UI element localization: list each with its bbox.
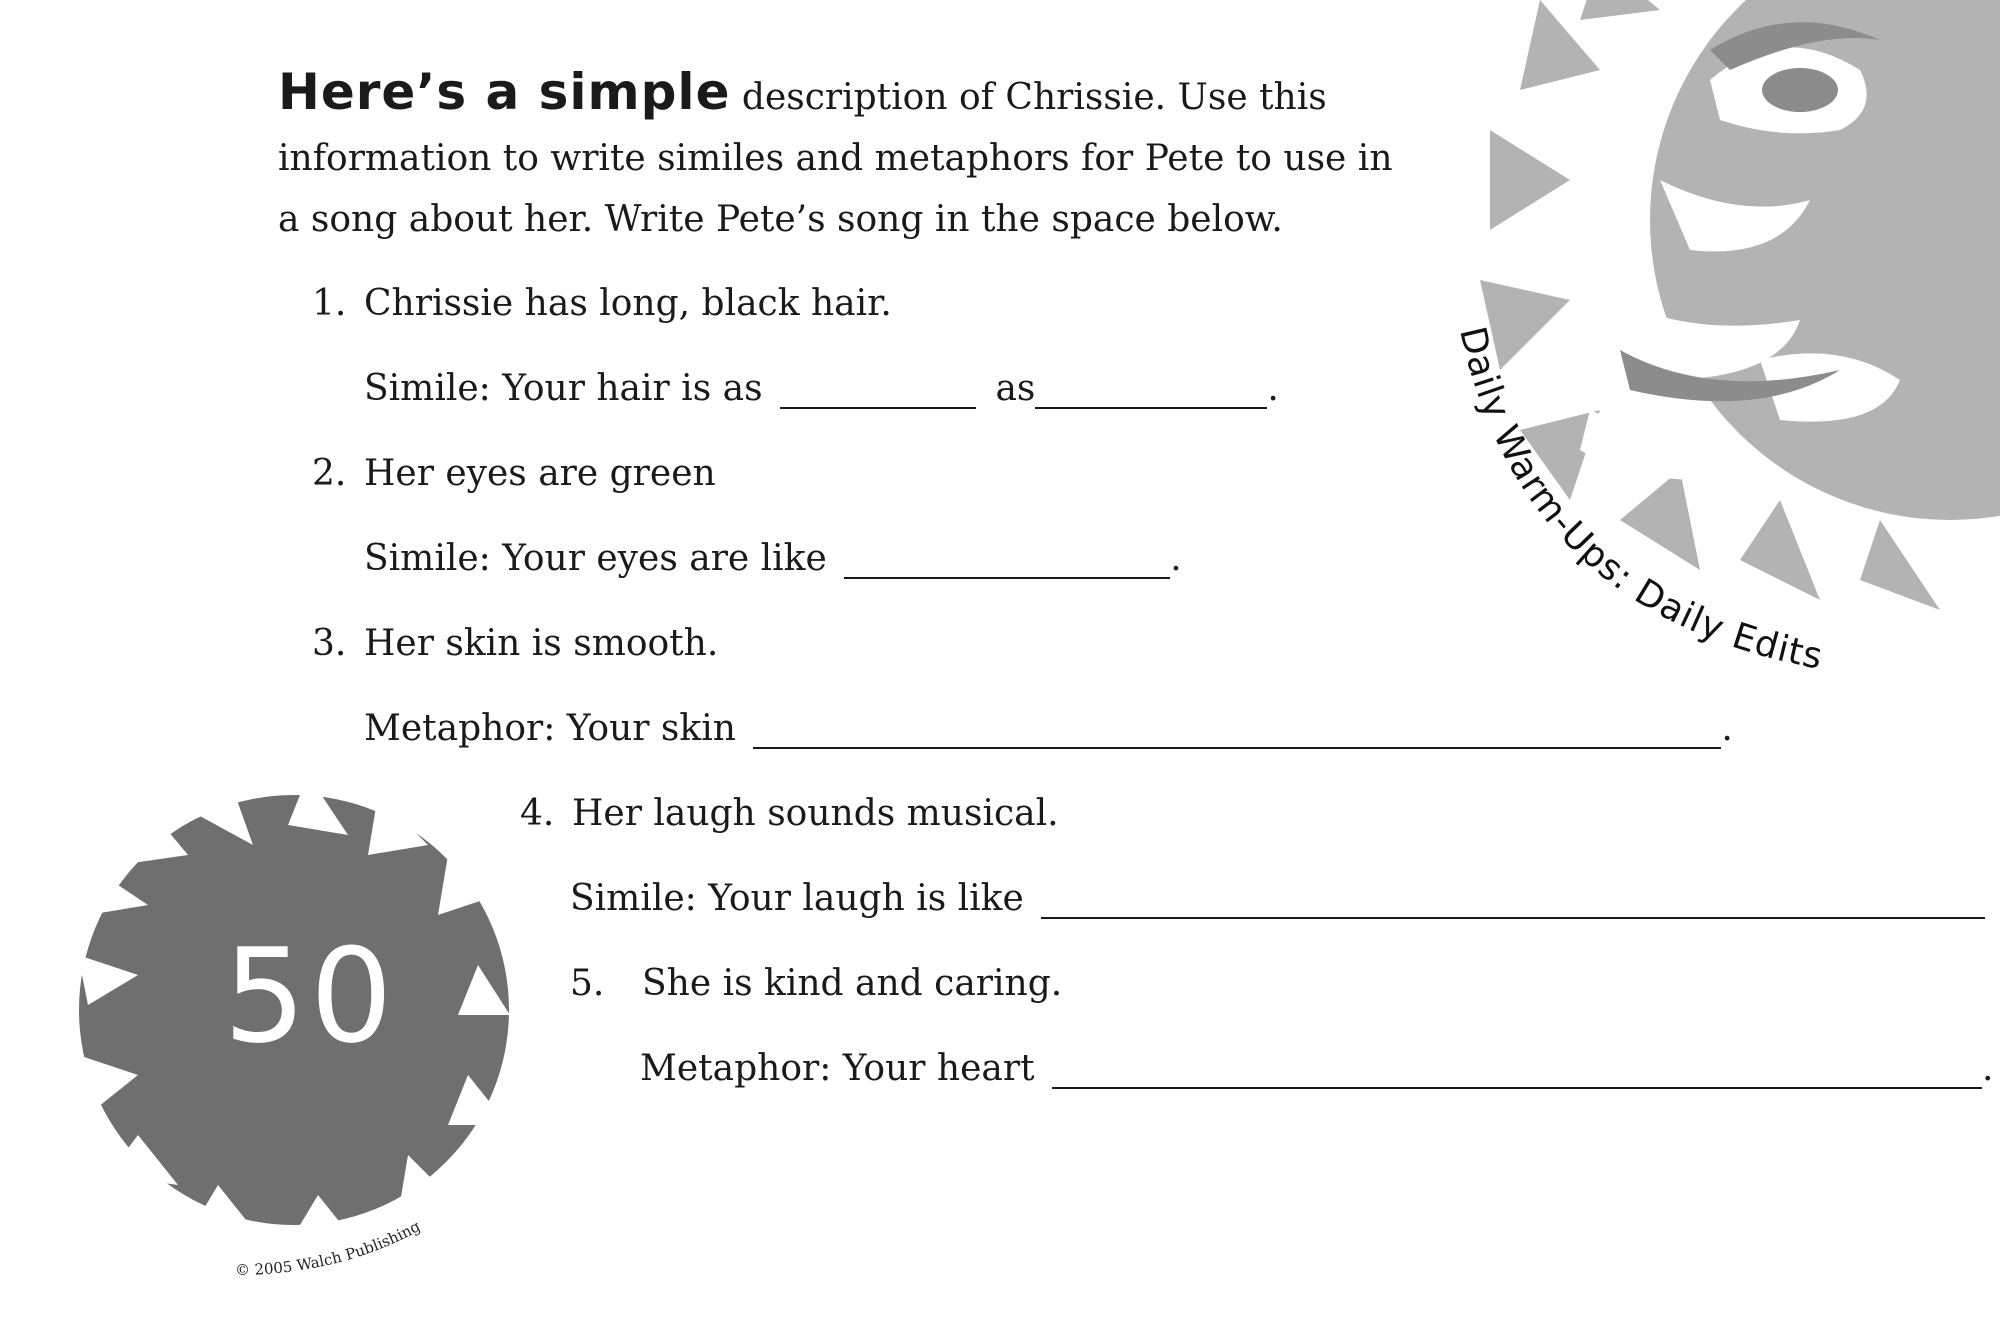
- item-number: 2.: [312, 453, 347, 494]
- item-5-prompt: [640, 1048, 1993, 1089]
- item-5-statement: [570, 963, 1062, 1004]
- prompt-end: .: [1982, 1048, 1994, 1089]
- intro-lead: Here’s a simple: [278, 63, 731, 121]
- prompt-connector: as: [995, 368, 1036, 409]
- copyright-notice: [235, 1205, 475, 1295]
- svg-text:© 2005 Walch Publishing: © 2005 Walch Publishing: [235, 1217, 424, 1280]
- prompt-end: .: [1170, 538, 1182, 579]
- item-3-statement: [312, 623, 718, 664]
- prompt-text: Metaphor: Your heart: [640, 1048, 1035, 1089]
- prompt-text: Metaphor: Your skin: [364, 708, 736, 749]
- prompt-text: Simile: Your hair is as: [364, 368, 763, 409]
- intro-text: description of Chrissie. Use this information to write similes and metaphors for Pete to use in a song about her. Write Pete’s song in the space below.: [278, 77, 1393, 240]
- item-2-statement: [312, 453, 716, 494]
- item-1-statement: [312, 283, 892, 324]
- item-3-prompt: [364, 708, 1733, 749]
- item-number: 4.: [520, 793, 555, 834]
- item-number: 3.: [312, 623, 347, 664]
- prompt-end: .: [1721, 708, 1733, 749]
- answer-blank-2[interactable]: [844, 539, 1170, 579]
- statement-text: Her laugh sounds musical.: [572, 793, 1059, 834]
- prompt-text: Simile: Your eyes are like: [364, 538, 827, 579]
- statement-text: Her skin is smooth.: [364, 623, 719, 664]
- item-number: 5.: [570, 963, 605, 1004]
- answer-blank-5[interactable]: [1052, 1049, 1982, 1089]
- statement-text: Her eyes are green: [364, 453, 716, 494]
- item-4-prompt: [570, 878, 1985, 919]
- answer-blank-3[interactable]: [753, 709, 1721, 749]
- statement-text: She is kind and caring.: [642, 963, 1063, 1004]
- item-4-statement: [520, 793, 1059, 834]
- prompt-end: .: [1267, 368, 1279, 409]
- series-title: [1380, 270, 1946, 740]
- page-number: 50: [223, 920, 397, 1072]
- answer-blank-1b[interactable]: [1035, 369, 1267, 409]
- answer-blank-1a[interactable]: [780, 369, 976, 409]
- svg-text:Daily Warm-Ups: Daily Edits: Daily Warm-Ups: Daily Edits: [1451, 322, 1827, 678]
- intro-paragraph: [278, 62, 1418, 250]
- item-2-prompt: [364, 538, 1182, 579]
- prompt-text: Simile: Your laugh is like: [570, 878, 1024, 919]
- answer-blank-4[interactable]: [1041, 879, 1985, 919]
- item-1-prompt: [364, 368, 1279, 409]
- statement-text: Chrissie has long, black hair.: [364, 283, 892, 324]
- item-number: 1.: [312, 283, 347, 324]
